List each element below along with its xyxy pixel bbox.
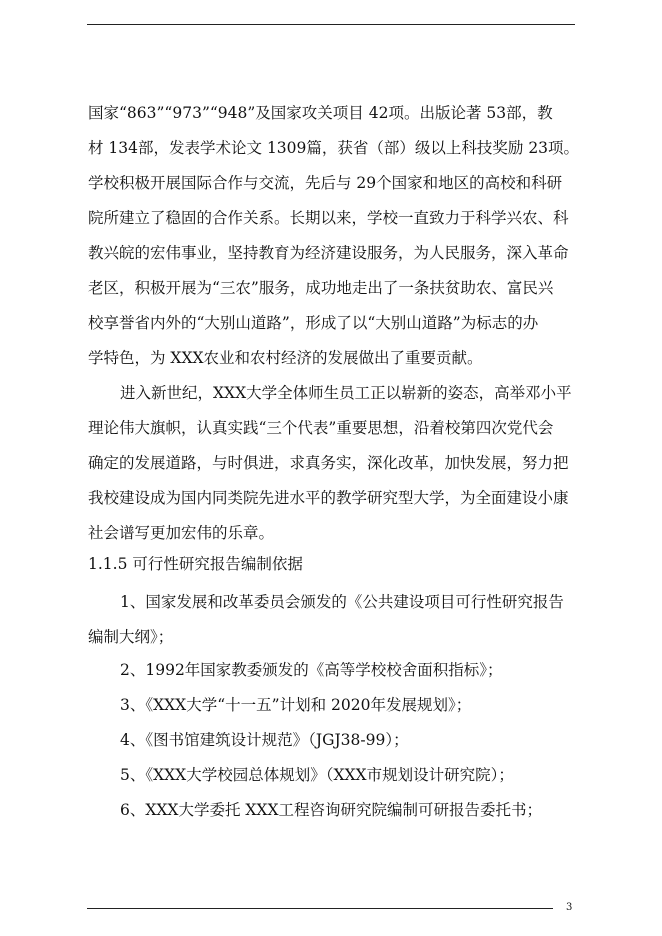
- text-line: 4、《图书馆建筑设计规范》（JGJ38-99）；: [120, 731, 409, 749]
- text-line: 社会谱写更加宏伟的乐章。: [88, 524, 275, 542]
- text-line: 我校建设成为国内同类院先进水平的教学研究型大学，为全面建设小康: [88, 489, 569, 507]
- text-line: 教兴皖的宏伟事业，坚持教育为经济建设服务，为人民服务，深入革命: [88, 244, 569, 262]
- text-line: 2、1992年国家教委颁发的《高等学校校舍面积指标》；: [120, 661, 503, 679]
- text-line: 3、《XXX大学“十一五”计划和 2020年发展规划》；: [120, 696, 472, 714]
- section-heading: 1.1.5 可行性研究报告编制依据: [88, 555, 303, 573]
- text-line: 院所建立了稳固的合作关系。长期以来，学校一直致力于科学兴农、科: [88, 209, 569, 227]
- text-line: 学特色，为 XXX农业和农村经济的发展做出了重要贡献。: [88, 349, 483, 367]
- text-line: 校享誉省内外的“大别山道路”，形成了以“大别山道路”为标志的办: [88, 314, 539, 332]
- page-number: 3: [566, 902, 573, 913]
- text-line: 1、国家发展和改革委员会颁发的《公共建设项目可行性研究报告: [120, 593, 564, 611]
- footer-rule: [87, 908, 553, 909]
- text-line: 理论伟大旗帜，认真实践“三个代表”重要思想，沿着校第四次党代会: [88, 419, 554, 437]
- text-line: 学校积极开展国际合作与交流，先后与 29个国家和地区的高校和科研: [88, 174, 563, 192]
- text-line: 老区，积极开展为“三农”服务，成功地走出了一条扶贫助农、富民兴: [88, 279, 554, 297]
- text-line: 确定的发展道路，与时俱进，求真务实，深化改革，加快发展，努力把: [88, 454, 569, 472]
- text-line: 进入新世纪，XXX大学全体师生员工正以崭新的姿态，高举邓小平: [120, 384, 572, 402]
- text-line: 国家“863”“973”“948”及国家攻关项目 42项。出版论著 53部，教: [88, 104, 553, 122]
- text-line: 编制大纲》；: [88, 628, 174, 646]
- text-line: 材 134部，发表学术论文 1309篇，获省（部）级以上科技奖励 23项。: [88, 139, 580, 157]
- text-line: 5、《XXX大学校园总体规划》（XXX市规划设计研究院）；: [120, 766, 514, 784]
- text-line: 6、XXX大学委托 XXX工程咨询研究院编制可研报告委托书；: [120, 801, 542, 819]
- header-rule: [87, 24, 575, 25]
